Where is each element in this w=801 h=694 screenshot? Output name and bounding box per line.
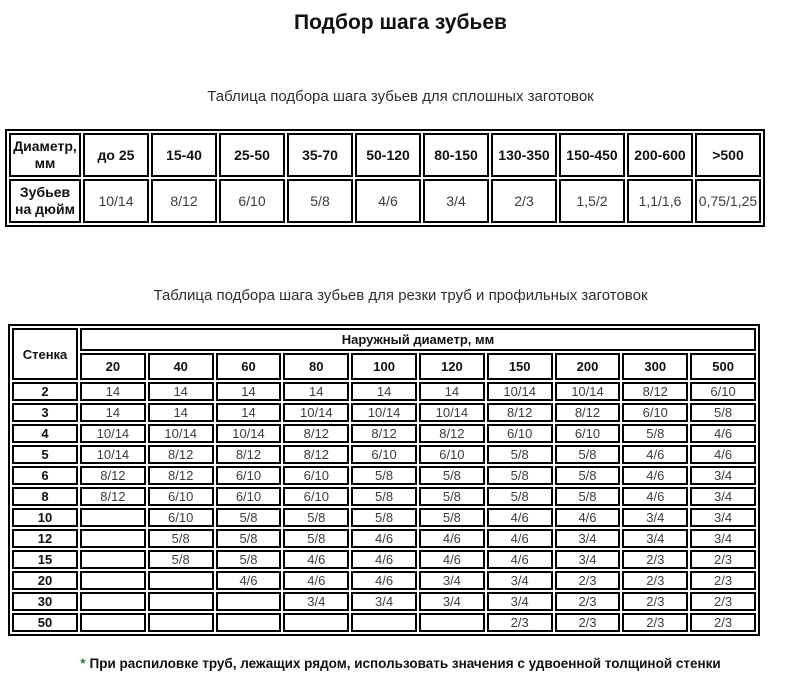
t2-diameter-header-cell: 100 xyxy=(351,353,417,380)
t1-diameter-header-cell: 150-450 xyxy=(559,133,625,177)
t1-teeth-value-cell: 1,5/2 xyxy=(559,179,625,223)
t2-value-cell: 2/3 xyxy=(622,592,688,611)
t2-value-cell xyxy=(148,571,214,590)
t2-wall-label-cell: 12 xyxy=(12,529,78,548)
t2-value-cell: 4/6 xyxy=(622,445,688,464)
t2-value-cell: 10/14 xyxy=(419,403,485,422)
t2-value-cell: 4/6 xyxy=(283,550,349,569)
t2-value-cell: 14 xyxy=(216,382,282,401)
table-row xyxy=(9,179,761,223)
t2-value-cell: 6/10 xyxy=(555,424,621,443)
t2-value-cell: 8/12 xyxy=(148,466,214,485)
t2-value-cell: 14 xyxy=(283,382,349,401)
t2-value-cell: 5/8 xyxy=(148,529,214,548)
footnote-text: При распиловке труб, лежащих рядом, использовать значения с удвоенной толщиной стенки xyxy=(89,656,721,671)
t2-value-cell: 8/12 xyxy=(80,466,146,485)
table-row xyxy=(12,445,756,464)
t2-wall-label-cell: 20 xyxy=(12,571,78,590)
t2-value-cell: 5/8 xyxy=(283,508,349,527)
t2-value-cell: 5/8 xyxy=(622,424,688,443)
t2-value-cell xyxy=(80,550,146,569)
t2-value-cell: 6/10 xyxy=(487,424,553,443)
table-row xyxy=(12,508,756,527)
t2-value-cell: 10/14 xyxy=(80,445,146,464)
table-row xyxy=(12,592,756,611)
t2-value-cell: 8/12 xyxy=(351,424,417,443)
t2-value-cell xyxy=(80,592,146,611)
t2-value-cell xyxy=(80,571,146,590)
t2-value-cell: 5/8 xyxy=(419,487,485,506)
t2-wall-label-cell: 3 xyxy=(12,403,78,422)
t1-diameter-header-cell: 15-40 xyxy=(151,133,217,177)
t2-diameter-header-cell: 150 xyxy=(487,353,553,380)
t2-value-cell: 3/4 xyxy=(487,592,553,611)
t2-value-cell: 8/12 xyxy=(419,424,485,443)
t2-value-cell: 3/4 xyxy=(622,529,688,548)
t2-value-cell: 5/8 xyxy=(555,445,621,464)
t2-value-cell: 6/10 xyxy=(148,487,214,506)
t2-value-cell: 4/6 xyxy=(351,529,417,548)
t2-wall-corner-header: Стенка xyxy=(12,328,78,380)
t2-value-cell: 10/14 xyxy=(555,382,621,401)
t2-wall-label-cell: 5 xyxy=(12,445,78,464)
t2-value-cell: 8/12 xyxy=(216,445,282,464)
t2-outer-diameter-span-header: Наружный диаметр, мм xyxy=(80,328,756,351)
t2-value-cell: 4/6 xyxy=(351,550,417,569)
t2-value-cell: 2/3 xyxy=(555,613,621,632)
t2-value-cell: 3/4 xyxy=(351,592,417,611)
table-row xyxy=(12,424,756,443)
t1-teeth-value-cell: 1,1/1,6 xyxy=(627,179,693,223)
t2-value-cell: 8/12 xyxy=(80,487,146,506)
t2-value-cell: 2/3 xyxy=(690,550,756,569)
t1-diameter-header-cell: до 25 xyxy=(83,133,149,177)
t2-diameter-header-cell: 300 xyxy=(622,353,688,380)
t2-value-cell: 6/10 xyxy=(216,466,282,485)
t2-value-cell: 4/6 xyxy=(487,550,553,569)
t2-value-cell xyxy=(419,613,485,632)
t2-value-cell: 14 xyxy=(419,382,485,401)
t1-teeth-value-cell: 0,75/1,25 xyxy=(695,179,761,223)
t2-diameter-header-cell: 200 xyxy=(555,353,621,380)
t2-value-cell xyxy=(148,613,214,632)
t2-value-cell: 5/8 xyxy=(419,508,485,527)
table-row xyxy=(12,353,756,380)
t2-value-cell: 14 xyxy=(148,403,214,422)
t2-value-cell: 10/14 xyxy=(283,403,349,422)
t2-value-cell: 2/3 xyxy=(690,613,756,632)
t2-value-cell: 10/14 xyxy=(216,424,282,443)
t2-value-cell: 5/8 xyxy=(216,529,282,548)
t2-value-cell: 5/8 xyxy=(216,550,282,569)
t2-value-cell: 3/4 xyxy=(487,571,553,590)
t2-value-cell xyxy=(216,592,282,611)
t2-value-cell: 3/4 xyxy=(419,571,485,590)
t1-diameter-header-cell: 50-120 xyxy=(355,133,421,177)
t1-teeth-value-cell: 10/14 xyxy=(83,179,149,223)
t2-value-cell: 5/8 xyxy=(351,466,417,485)
t1-diameter-header-cell: >500 xyxy=(695,133,761,177)
t2-value-cell xyxy=(80,529,146,548)
table-row xyxy=(12,382,756,401)
t2-wall-label-cell: 10 xyxy=(12,508,78,527)
t2-value-cell: 5/8 xyxy=(555,487,621,506)
t1-teeth-value-cell: 4/6 xyxy=(355,179,421,223)
t2-value-cell: 8/12 xyxy=(555,403,621,422)
t2-value-cell: 3/4 xyxy=(555,550,621,569)
t2-value-cell xyxy=(351,613,417,632)
t2-value-cell: 3/4 xyxy=(690,487,756,506)
t2-value-cell: 6/10 xyxy=(419,445,485,464)
t2-value-cell: 2/3 xyxy=(690,571,756,590)
t2-value-cell: 14 xyxy=(80,382,146,401)
table-row xyxy=(12,550,756,569)
t2-value-cell: 5/8 xyxy=(148,550,214,569)
t2-value-cell: 2/3 xyxy=(622,550,688,569)
t2-value-cell: 2/3 xyxy=(622,571,688,590)
t2-value-cell: 6/10 xyxy=(690,382,756,401)
pipe-profile-table xyxy=(8,324,760,636)
t2-value-cell xyxy=(216,613,282,632)
t2-value-cell: 5/8 xyxy=(487,445,553,464)
t1-teeth-value-cell: 8/12 xyxy=(151,179,217,223)
t1-diameter-header-cell: 35-70 xyxy=(287,133,353,177)
table-row xyxy=(12,529,756,548)
t2-value-cell: 8/12 xyxy=(283,445,349,464)
t2-value-cell: 14 xyxy=(80,403,146,422)
t2-value-cell: 5/8 xyxy=(216,508,282,527)
table1-caption: Таблица подбора шага зубьев для сплошных заготовок xyxy=(207,88,594,105)
t2-value-cell: 3/4 xyxy=(690,529,756,548)
table-row xyxy=(12,487,756,506)
t2-value-cell: 4/6 xyxy=(487,508,553,527)
t2-value-cell: 4/6 xyxy=(622,466,688,485)
t1-teeth-value-cell: 3/4 xyxy=(423,179,489,223)
t2-value-cell: 2/3 xyxy=(622,613,688,632)
t2-value-cell: 10/14 xyxy=(487,382,553,401)
t2-value-cell: 8/12 xyxy=(283,424,349,443)
t2-wall-label-cell: 8 xyxy=(12,487,78,506)
t1-diameter-header-cell: 130-350 xyxy=(491,133,557,177)
t2-value-cell: 4/6 xyxy=(487,529,553,548)
t2-value-cell: 8/12 xyxy=(148,445,214,464)
t2-value-cell: 8/12 xyxy=(487,403,553,422)
t2-value-cell xyxy=(80,508,146,527)
footnote-asterisk: * xyxy=(80,656,86,671)
table-row xyxy=(12,328,756,351)
t2-value-cell xyxy=(148,592,214,611)
t2-wall-label-cell: 30 xyxy=(12,592,78,611)
t2-value-cell: 10/14 xyxy=(148,424,214,443)
t2-value-cell: 4/6 xyxy=(283,571,349,590)
t1-diameter-row-label: Диаметр, мм xyxy=(9,133,81,177)
t2-value-cell: 5/8 xyxy=(487,487,553,506)
solid-workpiece-table xyxy=(5,129,765,227)
table-row xyxy=(12,613,756,632)
t2-value-cell: 3/4 xyxy=(690,466,756,485)
t2-diameter-header-cell: 500 xyxy=(690,353,756,380)
footnote xyxy=(0,656,801,671)
t2-value-cell: 14 xyxy=(216,403,282,422)
table-row xyxy=(12,571,756,590)
t2-wall-label-cell: 15 xyxy=(12,550,78,569)
t2-value-cell: 6/10 xyxy=(283,487,349,506)
t1-teeth-row-label: Зубьев на дюйм xyxy=(9,179,81,223)
table-row xyxy=(9,133,761,177)
t2-value-cell: 3/4 xyxy=(419,592,485,611)
t2-value-cell: 2/3 xyxy=(690,592,756,611)
t2-value-cell: 10/14 xyxy=(351,403,417,422)
t2-wall-label-cell: 2 xyxy=(12,382,78,401)
t2-value-cell: 4/6 xyxy=(419,529,485,548)
t2-value-cell: 5/8 xyxy=(351,508,417,527)
t1-diameter-header-cell: 25-50 xyxy=(219,133,285,177)
table-row xyxy=(12,403,756,422)
t2-value-cell: 14 xyxy=(351,382,417,401)
t2-wall-label-cell: 6 xyxy=(12,466,78,485)
t2-wall-label-cell: 4 xyxy=(12,424,78,443)
t2-value-cell: 4/6 xyxy=(555,508,621,527)
t2-diameter-header-cell: 80 xyxy=(283,353,349,380)
t2-value-cell: 3/4 xyxy=(690,508,756,527)
t2-value-cell xyxy=(283,613,349,632)
t2-diameter-header-cell: 60 xyxy=(216,353,282,380)
t2-diameter-header-cell: 120 xyxy=(419,353,485,380)
t1-diameter-header-cell: 200-600 xyxy=(627,133,693,177)
t2-diameter-header-cell: 40 xyxy=(148,353,214,380)
t2-value-cell: 2/3 xyxy=(487,613,553,632)
t2-value-cell: 4/6 xyxy=(690,445,756,464)
t2-value-cell: 4/6 xyxy=(690,424,756,443)
t2-value-cell: 6/10 xyxy=(283,466,349,485)
t1-teeth-value-cell: 5/8 xyxy=(287,179,353,223)
t1-teeth-value-cell: 6/10 xyxy=(219,179,285,223)
t2-value-cell: 3/4 xyxy=(622,508,688,527)
t2-value-cell: 4/6 xyxy=(622,487,688,506)
t2-value-cell: 2/3 xyxy=(555,571,621,590)
t2-value-cell: 10/14 xyxy=(80,424,146,443)
t1-diameter-header-cell: 80-150 xyxy=(423,133,489,177)
t2-value-cell: 5/8 xyxy=(690,403,756,422)
t2-value-cell: 3/4 xyxy=(555,529,621,548)
t2-value-cell: 4/6 xyxy=(419,550,485,569)
t2-value-cell: 6/10 xyxy=(148,508,214,527)
t2-value-cell: 5/8 xyxy=(283,529,349,548)
t2-value-cell: 5/8 xyxy=(555,466,621,485)
t2-value-cell xyxy=(80,613,146,632)
t2-value-cell: 14 xyxy=(148,382,214,401)
t2-value-cell: 6/10 xyxy=(351,445,417,464)
page-title: Подбор шага зубьев xyxy=(294,11,507,34)
t2-value-cell: 5/8 xyxy=(419,466,485,485)
t2-value-cell: 2/3 xyxy=(555,592,621,611)
t2-wall-label-cell: 50 xyxy=(12,613,78,632)
t2-diameter-header-cell: 20 xyxy=(80,353,146,380)
t2-value-cell: 4/6 xyxy=(216,571,282,590)
table-row xyxy=(12,466,756,485)
t2-value-cell: 4/6 xyxy=(351,571,417,590)
t2-value-cell: 6/10 xyxy=(622,403,688,422)
t2-value-cell: 5/8 xyxy=(351,487,417,506)
t2-value-cell: 3/4 xyxy=(283,592,349,611)
table2-caption: Таблица подбора шага зубьев для резки труб и профильных заготовок xyxy=(153,287,648,304)
t1-teeth-value-cell: 2/3 xyxy=(491,179,557,223)
t2-value-cell: 6/10 xyxy=(216,487,282,506)
t2-value-cell: 8/12 xyxy=(622,382,688,401)
t2-value-cell: 5/8 xyxy=(487,466,553,485)
